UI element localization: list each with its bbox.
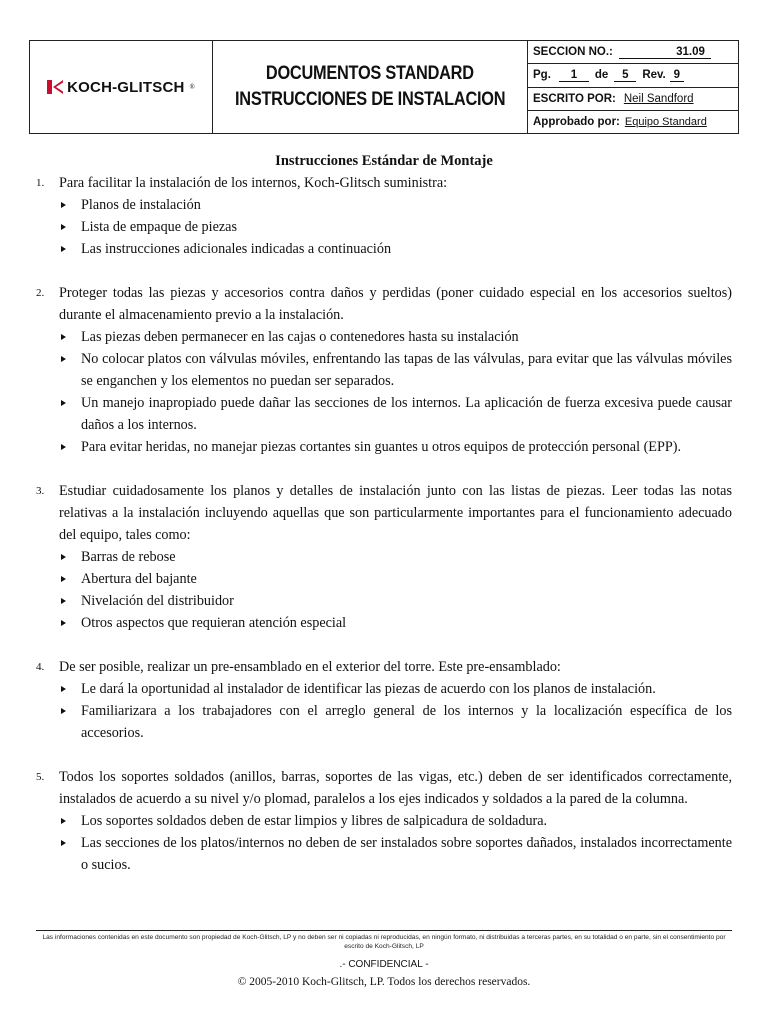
sub-item (59, 238, 732, 260)
item-text: De ser posible, realizar un pre-ensamblado en el exterior del torre. Este pre-ensamblado: (59, 659, 561, 675)
sub-list (59, 194, 732, 260)
kg-logo-icon (47, 80, 63, 94)
sub-item-text: Abertura del bajante (81, 571, 197, 587)
item-number: 1. (36, 177, 45, 189)
seccion-label: SECCION NO.: (533, 46, 613, 59)
item-number: 5. (36, 771, 45, 783)
sub-item-text: Nivelación del distribuidor (81, 593, 234, 609)
sub-list (59, 678, 732, 744)
sub-item (59, 326, 732, 348)
header-title-line1: DOCUMENTOS STANDARD (266, 63, 474, 84)
item-number: 2. (36, 287, 45, 299)
instruction-item (36, 480, 732, 634)
sub-item-text: No colocar platos con válvulas móviles, enfrentando las tapas de las válvulas, para evitar que las válvulas móviles se enganchen y los elementos no puedan ser separados. (81, 351, 732, 389)
rev-value: 9 (670, 69, 684, 82)
triangle-bullet-icon (61, 576, 66, 582)
koch-glitsch-logo (47, 79, 195, 96)
instruction-item (36, 282, 732, 458)
sub-item-text: Las secciones de los platos/internos no deben de ser instalados sobre soportes dañados, instalados incorrectamente o sucios. (81, 835, 732, 873)
sub-item (59, 436, 732, 458)
escrito-value: Neil Sandford (623, 92, 694, 105)
rev-label: Rev. (642, 69, 666, 82)
sub-item-text: Un manejo inapropiado puede dañar las secciones de los internos. La aplicación de fuerza excesiva puede causar daños a los internos. (81, 395, 732, 433)
item-spacer (36, 260, 732, 282)
sub-item (59, 392, 732, 436)
header-title-line2: INSTRUCCIONES DE INSTALACION (234, 89, 506, 110)
escrito-row (528, 88, 738, 111)
document-body (36, 150, 732, 876)
sub-item-text: Familiarizara a los trabajadores con el arreglo general de los internos y la localización específica de los accesorios. (81, 703, 732, 741)
sub-item-text: Las instrucciones adicionales indicadas a continuación (81, 241, 392, 257)
instruction-item (36, 172, 732, 260)
sub-item (59, 546, 732, 568)
triangle-bullet-icon (61, 334, 66, 340)
sub-item-text: Otros aspectos que requieran atención especial (81, 615, 347, 631)
instruction-list (36, 172, 732, 876)
logo-cell (30, 41, 213, 133)
triangle-bullet-icon (61, 818, 66, 824)
aprobado-row (528, 111, 738, 133)
header-metadata (528, 41, 738, 133)
item-text: Todos los soportes soldados (anillos, barras, soportes de las vigas, etc.) deben de ser identificados correctamente, instalados de acuerdo a su nivel y/o plomad, paralelos a los ejes indicados y soldados a la pared de la columna. (59, 769, 732, 807)
triangle-bullet-icon (61, 686, 66, 692)
de-label: de (594, 69, 609, 82)
seccion-row (528, 41, 738, 64)
header-title (213, 41, 528, 133)
sub-list (59, 810, 732, 876)
sub-item (59, 590, 732, 612)
sub-list (59, 546, 732, 634)
triangle-bullet-icon (61, 202, 66, 208)
footer-disclaimer: Las informaciones contenidas en este documento son propiedad de Koch-Glitsch, LP y no deben ser ni copiadas ni reproducidas, en ningún formato, ni distribuidas a terceras partes, en su totalidad o en parte, sin el consentimiento por escrito de Koch-Glitsch, LP (42, 934, 726, 950)
triangle-bullet-icon (61, 356, 66, 362)
sub-item (59, 216, 732, 238)
sub-item (59, 612, 732, 634)
sub-item-text: Para evitar heridas, no manejar piezas cortantes sin guantes u otros equipos de protección personal (EPP). (81, 439, 682, 455)
instruction-item (36, 656, 732, 744)
sub-item (59, 700, 732, 744)
sub-item-text: Planos de instalación (81, 197, 201, 213)
item-spacer (36, 634, 732, 656)
triangle-bullet-icon (61, 708, 66, 714)
triangle-bullet-icon (61, 224, 66, 230)
sub-item (59, 832, 732, 876)
triangle-bullet-icon (61, 444, 66, 450)
pg-value: 1 (559, 69, 589, 82)
sub-item-text: Los soportes soldados deben de estar limpios y libres de salpicadura de soldadura. (81, 813, 548, 829)
page-row (528, 64, 738, 87)
aprobado-value: Equipo Standard (624, 115, 707, 128)
item-number: 3. (36, 485, 45, 497)
pg-label: Pg. (533, 69, 551, 82)
sub-item (59, 810, 732, 832)
document-header (29, 40, 739, 134)
seccion-value: 31.09 (619, 46, 711, 59)
sub-list (59, 326, 732, 458)
document-title: Instrucciones Estándar de Montaje (275, 153, 493, 169)
sub-item-text: Le dará la oportunidad al instalador de identificar las piezas de acuerdo con los planos de instalación. (81, 681, 656, 697)
item-text: Proteger todas las piezas y accesorios contra daños y perdidas (poner cuidado especial en los accesorios sueltos) durante el almacenamiento previo a la instalación. (59, 285, 732, 323)
triangle-bullet-icon (61, 246, 66, 252)
copyright-notice: © 2005-2010 Koch-Glitsch, LP. Todos los derechos reservados. (237, 976, 531, 988)
instruction-item (36, 766, 732, 876)
triangle-bullet-icon (61, 598, 66, 604)
triangle-bullet-icon (61, 400, 66, 406)
item-text: Estudiar cuidadosamente los planos y detalles de instalación junto con las listas de piezas. Leer todas las notas relativas a la instalación incluyendo aquellas que son particularmente importantes para el funcionamiento adecuado del equipo, tales como: (59, 483, 732, 543)
item-spacer (36, 458, 732, 480)
escrito-label: ESCRITO POR: (533, 92, 616, 105)
logo-wordmark: KOCH-GLITSCH (67, 78, 185, 96)
sub-item-text: Las piezas deben permanecer en las cajas o contenedores hasta su instalación (81, 329, 519, 345)
de-value: 5 (614, 69, 636, 82)
aprobado-label: Approbado por: (533, 115, 620, 128)
sub-item-text: Lista de empaque de piezas (81, 219, 237, 235)
registered-mark: ® (189, 83, 195, 91)
triangle-bullet-icon (61, 620, 66, 626)
sub-item (59, 678, 732, 700)
confidential-label: .- CONFIDENCIAL - (339, 959, 429, 970)
item-text: Para facilitar la instalación de los internos, Koch-Glitsch suministra: (59, 175, 448, 191)
item-number: 4. (36, 661, 45, 673)
sub-item-text: Barras de rebose (81, 549, 176, 565)
sub-item (59, 194, 732, 216)
footer-divider (36, 930, 732, 931)
sub-item (59, 568, 732, 590)
triangle-bullet-icon (61, 554, 66, 560)
item-spacer (36, 744, 732, 766)
triangle-bullet-icon (61, 840, 66, 846)
sub-item (59, 348, 732, 392)
